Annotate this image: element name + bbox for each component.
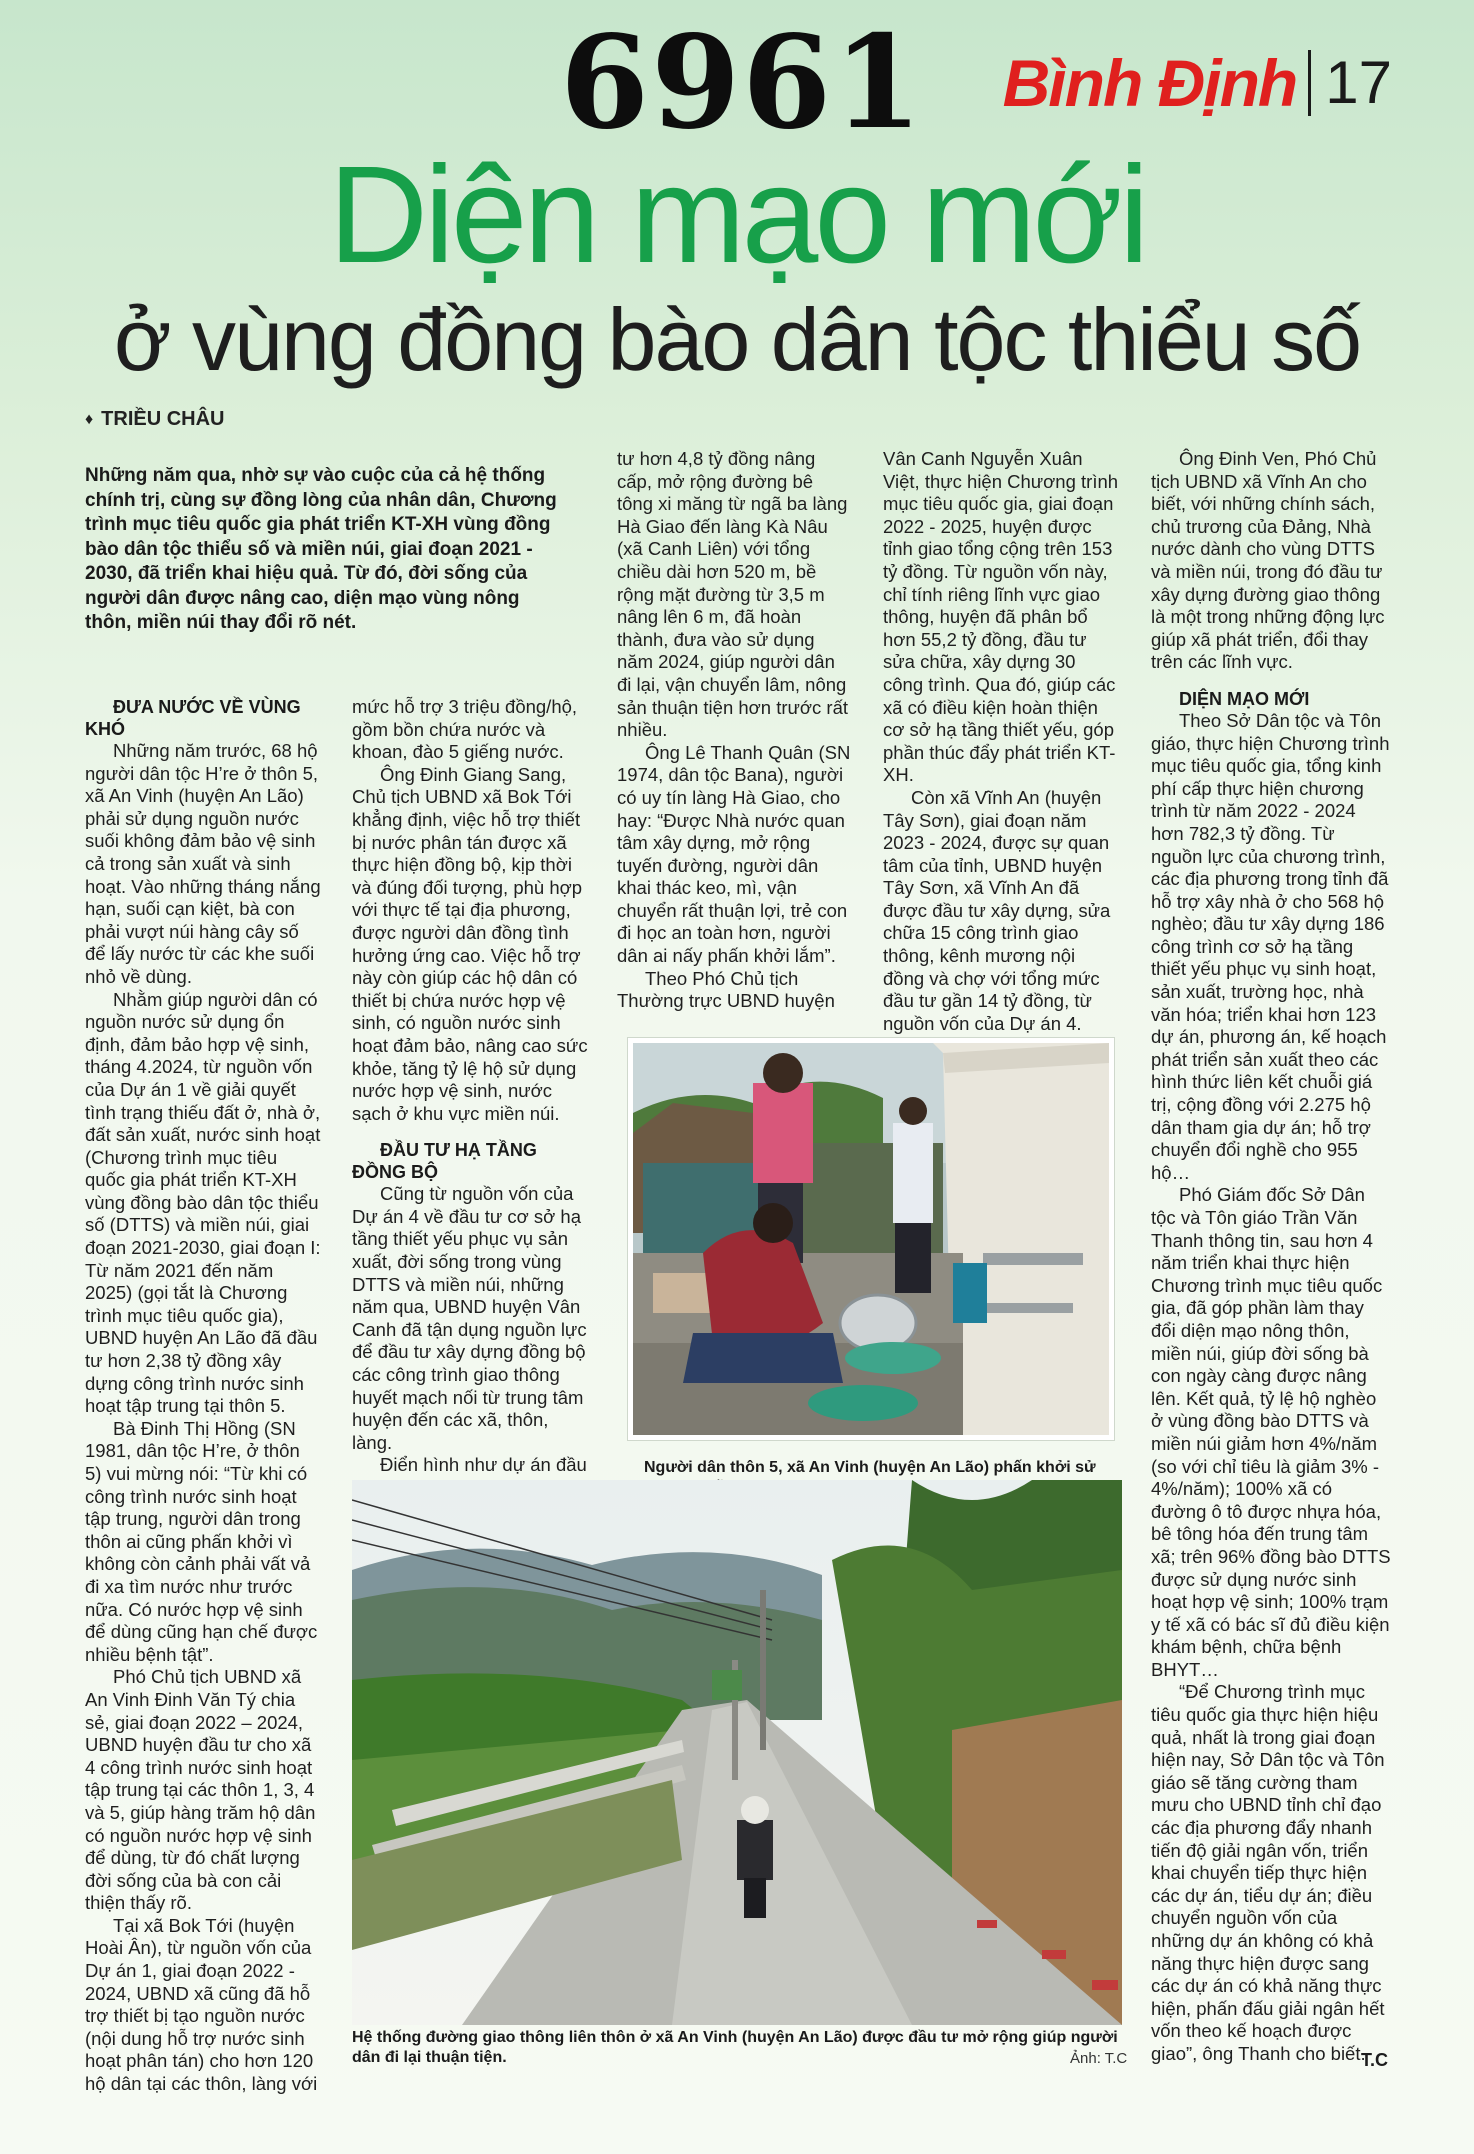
page-number: 17: [1325, 49, 1392, 116]
masthead-logo: Bình Định: [1002, 46, 1297, 120]
photo-road-credit: Ảnh: T.C: [1070, 2050, 1128, 2067]
article-column-1: [85, 696, 321, 2096]
byline: [85, 408, 225, 431]
headline-main: Diện mạo mới: [328, 138, 1146, 292]
section-heading-new-look: DIỆN MẠO MỚI: [1179, 688, 1310, 709]
diamond-icon: ♦: [85, 410, 94, 428]
paragraph: Ông Đinh Ven, Phó Chủ tịch UBND xã Vĩnh An cho biết, với những chính sách, chủ trương của Đảng, Nhà nước dành cho vùng DTTS và miền núi, trong đó đầu tư xây dựng đường giao thông là một trong những động lực giúp xã phát triển, đổi thay trên các lĩnh vực.: [1151, 448, 1385, 673]
masthead-divider: [1308, 50, 1311, 116]
paragraph: Còn xã Vĩnh An (huyện Tây Sơn), giai đoạn năm 2023 - 2024, được sự quan tâm của tỉnh, UBND huyện Tây Sơn, xã Vĩnh An đã được đầu tư xây dựng, sửa chữa 15 công trình giao thông, kênh mương nội đồng và chợ với tổng mức đầu tư gần 14 tỷ đồng, từ nguồn vốn của Dự án 4.: [883, 786, 1111, 1034]
article-column-4: [883, 448, 1119, 1035]
paragraph: mức hỗ trợ 3 triệu đồng/hộ, gồm bồn chứa nước và khoan, đào 5 giếng nước.: [352, 696, 578, 763]
paragraph: Những năm trước, 68 hộ người dân tộc H’re ở thôn 5, xã An Vinh (huyện An Lão) phải sử dụng nguồn nước suối không đảm bảo vệ sinh cả trong sản xuất và sinh hoạt. Vào những tháng nắng hạn, suối cạn kiệt, bà con phải vượt núi hàng cây số để lấy nước từ các khe suối nhỏ về dùng.: [85, 740, 321, 987]
paragraph: “Để Chương trình mục tiêu quốc gia thực hiện hiệu quả, nhất là trong giai đoạn hiện nay, Sở Dân tộc và Tôn giáo sẽ tăng cường tham mưu cho UBND tỉnh chỉ đạo các địa phương đẩy nhanh tiến độ giải ngân vốn, triển khai chuyển tiếp thực hiện các dự án, tiểu dự án; điều chuyển nguồn vốn của những dự án không có khả năng thực hiện được sang các dự án có khả năng thực hiện, phấn đấu giải ngân hết vốn theo kế hoạch được giao”, ông Thanh cho biết.: [1151, 1681, 1385, 2064]
paragraph: tư hơn 4,8 tỷ đồng nâng cấp, mở rộng đường bê tông xi măng từ ngã ba làng Hà Giao đến làng Kà Nâu (xã Canh Liên) với tổng chiều dài hơn 520 m, bề rộng mặt đường từ 3,5 m nâng lên 6 m, đã hoàn thành, đưa vào sử dụng năm 2024, giúp người dân đi lại, vận chuyển lâm, nông sản thuận tiện hơn trước rất nhiều.: [617, 448, 849, 741]
photo-water-illustration: [633, 1043, 1109, 1435]
paragraph: Cũng từ nguồn vốn của Dự án 4 về đầu tư cơ sở hạ tầng thiết yếu phục vụ sản xuất, đời sống trong vùng DTTS và miền núi, những năm qua, UBND huyện Vân Canh đã tận dụng nguồn lực để đầu tư xây dựng đồng bộ các công trình giao thông huyết mạch nối từ trung tâm huyện đến các xã, thôn, làng.: [352, 1183, 587, 1453]
paragraph: Nhằm giúp người dân có nguồn nước sử dụng ổn định, đảm bảo hợp vệ sinh, tháng 4.2024, từ nguồn vốn của Dự án 1 về giải quyết tình trạng thiếu đất ở, nhà ở, đất sản xuất, nước sinh hoạt (Chương trình mục tiêu quốc gia phát triển KT-XH vùng đồng bào dân tộc thiểu số (DTTS) và miền núi, giai đoạn 2021-2030, giai đoạn I: Từ năm 2021 đến năm 2025) (gọi tắt là Chương trình mục tiêu quốc gia), UBND huyện An Lão đã đầu tư hơn 2,38 tỷ đồng xây dựng công trình nước sinh hoạt tập trung tại thôn 5.: [85, 988, 321, 1417]
paragraph: Điển hình như dự án đầu: [380, 1454, 587, 1476]
byline-author: TRIỀU CHÂU: [101, 408, 225, 430]
article-column-2: [352, 696, 588, 1477]
paragraph: Theo Sở Dân tộc và Tôn giáo, thực hiện Chương trình mục tiêu quốc gia, tổng kinh phí cấp thực hiện chương trình từ năm 2022 - 2024 hơn 782,3 tỷ đồng. Từ nguồn lực của chương trình, các địa phương trong tỉnh đã hỗ trợ xây nhà ở cho 568 hộ nghèo; đầu tư xây dựng 186 công trình cơ sở hạ tầng thiết yếu phục vụ sinh hoạt, sản xuất, trường học, nhà văn hóa; triển khai hơn 123 dự án, phương án, kế hoạch phát triển sản xuất theo các hình thức liên kết chuỗi giá trị, cộng đồng với 2.275 hộ dân tham gia dự án; hỗ trợ chuyển đổi nghề cho 955 hộ…: [1151, 709, 1390, 1183]
masthead: [1003, 38, 1392, 128]
photo-water-caption: Người dân thôn 5, xã An Vinh (huyện An Lão) phấn khởi sử: [644, 1459, 1096, 1476]
paragraph: Phó Giám đốc Sở Dân tộc và Tôn giáo Trần Văn Thanh thông tin, sau hơn 4 năm triển khai thực hiện Chương trình mục tiêu quốc gia, đã góp phần làm thay đổi diện mạo nông thôn, miền núi, giúp đời sống bà con ngày càng được nâng lên. Kết quả, tỷ lệ hộ nghèo ở vùng đồng bào DTTS và miền núi giảm hơn 4%/năm (so với chỉ tiêu là giảm 3% - 4%/năm); 100% xã có đường ô tô được nhựa hóa, bê tông hóa đến trung tâm xã; trên 96% đồng bào DTTS được sử dụng nước sinh hoạt hợp vệ sinh; 100% trạm y tế xã có bác sĩ đủ điều kiện khám bệnh, chữa bệnh BHYT…: [1151, 1184, 1391, 1680]
article-column-3: [617, 448, 853, 1013]
issue-number: 6961: [560, 8, 925, 158]
paragraph: Ông Đinh Giang Sang, Chủ tịch UBND xã Bok Tới khẳng định, việc hỗ trợ thiết bị nước phân tán được xã thực hiện đồng bộ, kịp thời và đúng đối tượng, phù hợp với thực tế tại địa phương, được người dân đồng tình hưởng ứng cao. Việc hỗ trợ này còn giúp các hộ dân có thiết bị chứa nước hợp vệ sinh, có nguồn nước sinh hoạt đảm bảo, nâng cao sức khỏe, tăng tỷ lệ hộ sử dụng nước hợp vệ sinh, nước sạch ở khu vực miền núi.: [352, 763, 588, 1124]
lead-paragraph: Những năm qua, nhờ sự vào cuộc của cả hệ thống chính trị, cùng sự đồng lòng của nhân dân, Chương trình mục tiêu quốc gia phát triển KT-XH vùng đồng bào dân tộc thiểu số và miền núi, giai đoạn 2021 - 2030, đã triển khai hiệu quả. Từ đó, đời sống của người dân được nâng cao, diện mạo vùng nông thôn, miền núi thay đổi rõ nét.: [85, 465, 557, 633]
paragraph: Bà Đinh Thị Hồng (SN 1981, dân tộc H’re, ở thôn 5) vui mừng nói: “Từ khi có công trình nước sinh hoạt tập trung, người dân trong thôn ai cũng phấn khởi vì không còn cảnh phải vất vả đi xa tìm nước như trước nữa. Có nước hợp vệ sinh để dùng cũng hạn chế được nhiều bệnh tật”.: [85, 1417, 318, 1665]
headline-sub: ở vùng đồng bào dân tộc thiểu số: [113, 290, 1361, 389]
paragraph: Theo Phó Chủ tịch Thường trực UBND huyện: [617, 967, 835, 1012]
photo-road-illustration: [352, 1480, 1122, 2025]
author-signature: T.C: [1361, 2050, 1388, 2070]
section-heading-infrastructure: ĐẦU TƯ HẠ TẦNG ĐỒNG BỘ: [352, 1140, 537, 1183]
paragraph: Tại xã Bok Tới (huyện Hoài Ân), từ nguồn vốn của Dự án 1, giai đoạn 2022 - 2024, UBND xã cũng đã hỗ trợ thiết bị tạo nguồn nước (nội dung hỗ trợ nước sinh hoạt phân tán) cho hơn 120 hộ dân tại các thôn, làng với: [85, 1914, 318, 2095]
photo-road: [352, 1480, 1122, 2025]
paragraph: Phó Chủ tịch UBND xã An Vinh Đinh Văn Tý chia sẻ, giai đoạn 2022 – 2024, UBND huyện đầu tư cho xã 4 công trình nước sinh hoạt tập trung tại các thôn 1, 3, 4 và 5, giúp hàng trăm hộ dân có nguồn nước hợp vệ sinh để dùng, từ đó chất lượng đời sống của bà con cải thiện thấy rõ.: [85, 1666, 316, 1914]
paragraph: Vân Canh Nguyễn Xuân Việt, thực hiện Chương trình mục tiêu quốc gia, giai đoạn 2022 - 2025, huyện được tỉnh giao tổng cộng trên 153 tỷ đồng. Từ nguồn vốn này, chỉ tính riêng lĩnh vực giao thông, huyện đã phân bổ hơn 55,2 tỷ đồng, đầu tư sửa chữa, xây dựng 30 công trình. Qua đó, giúp các xã có điều kiện hoàn thiện cơ sở hạ tầng thiết yếu, góp phần thúc đẩy phát triển KT-XH.: [883, 448, 1119, 786]
section-heading-water: ĐƯA NƯỚC VỀ VÙNG KHÓ: [85, 697, 301, 739]
paragraph: Ông Lê Thanh Quân (SN 1974, dân tộc Bana), người có uy tín làng Hà Giao, cho hay: “Được Nhà nước quan tâm xây dựng, mở rộng tuyến đường, người dân khai thác keo, mì, vận chuyển rất thuận lợi, trẻ con đi học an toàn hơn, người dân ai nấy phấn khởi lắm”.: [617, 741, 851, 967]
photo-road-caption: Hệ thống đường giao thông liên thôn ở xã An Vinh (huyện An Lão) được đầu tư mở rộng giúp người dân đi lại thuận tiện.: [352, 2029, 1118, 2066]
article-column-5: [1151, 448, 1391, 2066]
photo-water-source: [628, 1038, 1114, 1440]
